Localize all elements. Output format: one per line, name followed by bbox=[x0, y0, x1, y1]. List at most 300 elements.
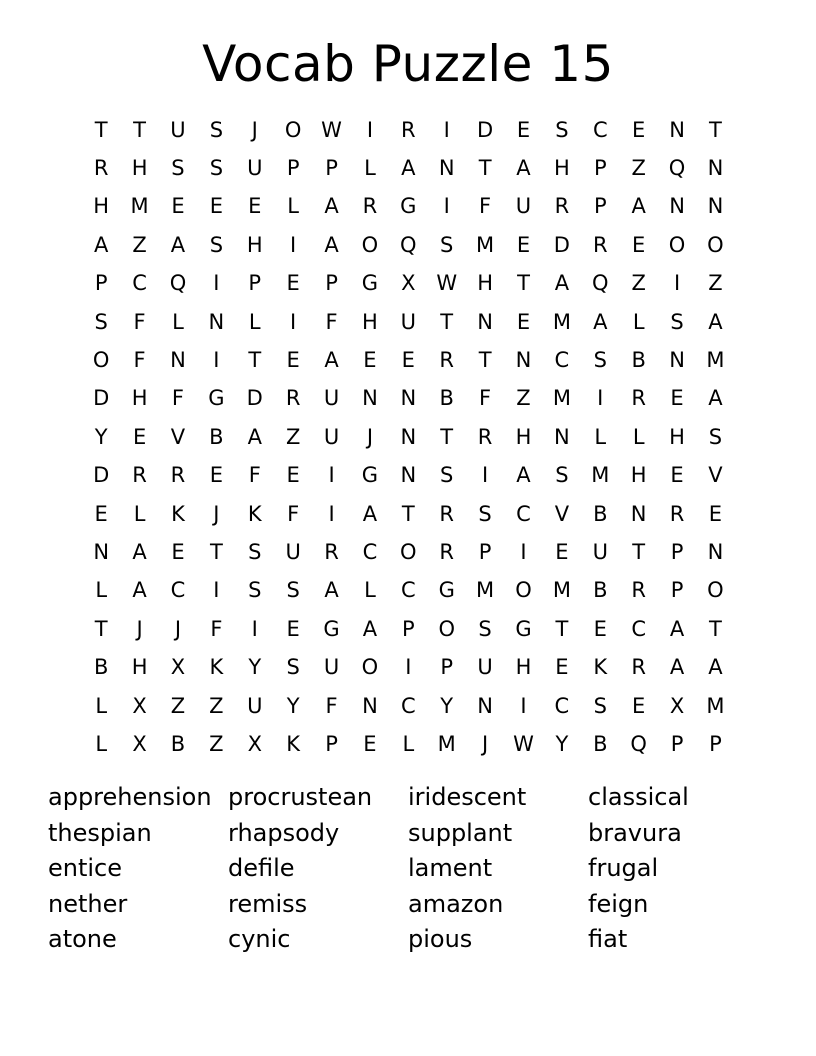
grid-letter: E bbox=[209, 194, 223, 219]
grid-letter: F bbox=[171, 386, 185, 411]
grid-letter: G bbox=[208, 386, 225, 411]
grid-letter: C bbox=[554, 693, 570, 718]
grid-letter: D bbox=[477, 117, 494, 142]
grid-letter: C bbox=[516, 501, 531, 526]
grid-letter: C bbox=[554, 348, 570, 373]
grid-letter: Q bbox=[668, 156, 686, 181]
grid-letter: S bbox=[209, 232, 224, 257]
grid-letter: M bbox=[552, 309, 571, 334]
grid-letter: E bbox=[516, 309, 531, 334]
word-list-item: remiss bbox=[228, 889, 308, 918]
grid-letter: Q bbox=[592, 271, 609, 296]
grid-letter: E bbox=[632, 232, 646, 257]
grid-letter: O bbox=[361, 232, 379, 257]
grid-letter: E bbox=[708, 501, 723, 526]
grid-letter: P bbox=[325, 156, 338, 181]
grid-letter: M bbox=[130, 194, 149, 219]
grid-letter: L bbox=[287, 194, 299, 219]
grid-letter: A bbox=[669, 616, 685, 641]
grid-letter: A bbox=[132, 539, 147, 564]
grid-letter: R bbox=[362, 194, 378, 219]
grid-letter: P bbox=[670, 578, 684, 603]
grid-letter: J bbox=[482, 731, 489, 756]
grid-letter: N bbox=[93, 539, 110, 564]
grid-letter: R bbox=[285, 386, 301, 411]
grid-letter: T bbox=[709, 117, 722, 142]
grid-letter: H bbox=[131, 386, 148, 411]
grid-letter: H bbox=[553, 156, 570, 181]
grid-letter: A bbox=[170, 232, 186, 257]
grid-letter: E bbox=[171, 539, 185, 564]
grid-letter: H bbox=[131, 156, 148, 181]
grid-letter: R bbox=[401, 117, 416, 142]
grid-letter: I bbox=[213, 271, 220, 296]
grid-letter: M bbox=[591, 463, 610, 488]
grid-letter: D bbox=[93, 386, 110, 411]
grid-letter: N bbox=[362, 693, 378, 718]
grid-letter: S bbox=[286, 578, 300, 603]
grid-letter: X bbox=[132, 693, 147, 718]
word-list-item: feign bbox=[588, 889, 649, 918]
grid-letter: M bbox=[437, 731, 456, 756]
grid-letter: L bbox=[95, 693, 108, 718]
grid-letter: U bbox=[400, 309, 416, 334]
grid-letter: N bbox=[400, 386, 417, 411]
grid-letter: M bbox=[552, 386, 571, 411]
grid-letter: C bbox=[132, 271, 147, 296]
grid-letter: U bbox=[285, 539, 301, 564]
grid-letter: A bbox=[324, 232, 339, 257]
grid-letter: I bbox=[673, 271, 681, 296]
grid-letter: E bbox=[593, 616, 607, 641]
grid-letter: X bbox=[132, 731, 147, 756]
grid-letter: B bbox=[170, 731, 186, 756]
grid-letter: I bbox=[405, 655, 412, 680]
grid-letter: U bbox=[247, 156, 263, 181]
grid-letter: N bbox=[707, 194, 724, 219]
grid-letter: S bbox=[171, 156, 185, 181]
grid-letter: H bbox=[515, 655, 532, 680]
grid-letter: Q bbox=[630, 731, 647, 756]
grid-letter: K bbox=[286, 731, 301, 756]
word-list-item: cynic bbox=[228, 925, 291, 953]
grid-letter: E bbox=[401, 348, 415, 373]
grid-letter: R bbox=[170, 463, 186, 488]
grid-letter: A bbox=[708, 309, 723, 334]
grid-letter: T bbox=[555, 616, 569, 641]
grid-letter: P bbox=[440, 655, 454, 680]
grid-letter: T bbox=[709, 616, 722, 641]
grid-letter: E bbox=[94, 501, 108, 526]
grid-letter: P bbox=[401, 616, 415, 641]
grid-letter: J bbox=[366, 424, 374, 449]
grid-letter: T bbox=[94, 616, 108, 641]
grid-letter: D bbox=[93, 463, 110, 488]
page-title: Vocab Puzzle 15 bbox=[202, 35, 614, 93]
grid-letter: Y bbox=[440, 693, 454, 718]
grid-letter: F bbox=[287, 501, 300, 526]
grid-letter: Z bbox=[209, 731, 224, 756]
grid-letter: S bbox=[708, 424, 723, 449]
grid-letter: N bbox=[707, 156, 724, 181]
grid-letter: K bbox=[209, 655, 224, 680]
grid-letter: Y bbox=[555, 731, 569, 756]
grid-letter: G bbox=[400, 194, 417, 219]
grid-letter: S bbox=[555, 463, 569, 488]
grid-letter: S bbox=[593, 693, 607, 718]
grid-letter: I bbox=[520, 539, 527, 564]
grid-letter: L bbox=[364, 156, 376, 181]
grid-letter: A bbox=[401, 156, 416, 181]
grid-letter: E bbox=[171, 194, 185, 219]
grid-letter: R bbox=[669, 501, 685, 526]
grid-letter: O bbox=[92, 348, 110, 373]
grid-letter: O bbox=[284, 117, 302, 142]
grid-letter: Q bbox=[169, 271, 187, 296]
grid-letter: N bbox=[362, 386, 378, 411]
grid-letter: I bbox=[328, 501, 335, 526]
grid-letter: L bbox=[172, 309, 184, 334]
grid-letter: Y bbox=[248, 655, 262, 680]
grid-letter: I bbox=[328, 463, 335, 488]
grid-letter: L bbox=[632, 424, 645, 449]
grid-letter: Z bbox=[708, 271, 723, 296]
word-list-item: supplant bbox=[408, 818, 513, 847]
grid-letter: A bbox=[516, 463, 531, 488]
grid-letter: I bbox=[482, 463, 489, 488]
grid-letter: X bbox=[247, 731, 262, 756]
grid-letter: Z bbox=[516, 386, 531, 411]
grid-letter: D bbox=[246, 386, 263, 411]
grid-letter: E bbox=[632, 693, 646, 718]
grid-letter: A bbox=[708, 655, 723, 680]
grid-letter: S bbox=[440, 232, 454, 257]
grid-letter: A bbox=[631, 194, 646, 219]
grid-letter: E bbox=[670, 463, 684, 488]
grid-letter: P bbox=[478, 539, 492, 564]
grid-letter: P bbox=[286, 156, 300, 181]
grid-letter: T bbox=[133, 117, 146, 142]
grid-letter: Y bbox=[94, 424, 108, 449]
word-list-item: nether bbox=[48, 889, 128, 918]
word-list-item: apprehension bbox=[48, 783, 212, 811]
grid-letter: T bbox=[401, 501, 415, 526]
grid-letter: H bbox=[131, 655, 148, 680]
grid-letter: N bbox=[400, 424, 417, 449]
word-list-item: amazon bbox=[408, 889, 504, 918]
grid-letter: L bbox=[248, 309, 261, 334]
grid-letter: Z bbox=[209, 693, 224, 718]
grid-letter: P bbox=[248, 271, 262, 296]
grid-letter: T bbox=[248, 348, 262, 373]
grid-letter: E bbox=[248, 194, 262, 219]
grid-letter: J bbox=[251, 117, 258, 142]
grid-letter: A bbox=[324, 194, 339, 219]
grid-letter: B bbox=[439, 386, 454, 411]
grid-letter: R bbox=[132, 463, 147, 488]
grid-letter: W bbox=[436, 271, 458, 296]
grid-letter: N bbox=[208, 309, 225, 334]
grid-letter: A bbox=[362, 616, 378, 641]
grid-letter: S bbox=[209, 156, 224, 181]
grid-letter: I bbox=[366, 117, 374, 142]
word-list-item: atone bbox=[48, 925, 117, 953]
grid-letter: A bbox=[94, 232, 109, 257]
grid-letter: C bbox=[592, 117, 608, 142]
grid-letter: U bbox=[323, 655, 340, 680]
grid-letter: E bbox=[286, 348, 300, 373]
word-list-item: procrustean bbox=[228, 783, 373, 811]
grid-letter: N bbox=[515, 348, 532, 373]
grid-letter: Z bbox=[631, 271, 646, 296]
grid-letter: B bbox=[631, 348, 646, 373]
grid-letter: A bbox=[593, 309, 608, 334]
grid-letter: M bbox=[706, 348, 725, 373]
grid-letter: J bbox=[136, 616, 143, 641]
grid-letter: S bbox=[555, 117, 569, 142]
grid-letter: U bbox=[247, 693, 263, 718]
grid-letter: R bbox=[631, 578, 646, 603]
grid-letter: C bbox=[400, 578, 416, 603]
grid-letter: R bbox=[631, 655, 646, 680]
grid-letter: J bbox=[174, 616, 182, 641]
grid-letter: L bbox=[133, 501, 146, 526]
grid-letter: U bbox=[170, 117, 186, 142]
grid-letter: N bbox=[669, 117, 685, 142]
grid-letter: S bbox=[209, 117, 224, 142]
grid-letter: P bbox=[709, 731, 722, 756]
grid-letter: E bbox=[209, 463, 223, 488]
grid-letter: G bbox=[361, 463, 379, 488]
grid-letter: A bbox=[324, 578, 339, 603]
grid-letter: B bbox=[593, 501, 608, 526]
grid-letter: P bbox=[325, 271, 338, 296]
grid-letter: S bbox=[248, 578, 262, 603]
grid-letter: S bbox=[286, 655, 300, 680]
word-list-item: entice bbox=[48, 854, 123, 882]
grid-letter: R bbox=[324, 539, 339, 564]
grid-letter: U bbox=[515, 194, 532, 219]
grid-letter: R bbox=[631, 386, 646, 411]
grid-letter: S bbox=[94, 309, 108, 334]
word-list-item: lament bbox=[408, 854, 493, 882]
grid-letter: S bbox=[593, 348, 607, 373]
grid-letter: O bbox=[668, 232, 686, 257]
word-list-item: defile bbox=[228, 854, 295, 882]
grid-letter: K bbox=[247, 501, 262, 526]
grid-letter: Z bbox=[170, 693, 186, 718]
grid-letter: I bbox=[443, 194, 450, 219]
grid-letter: E bbox=[516, 117, 531, 142]
grid-letter: R bbox=[477, 424, 493, 449]
grid-letter: N bbox=[477, 693, 493, 718]
grid-letter: O bbox=[707, 232, 724, 257]
grid-letter: R bbox=[554, 194, 570, 219]
grid-letter: L bbox=[95, 731, 108, 756]
word-list-item: fiat bbox=[588, 925, 628, 953]
word-list-item: thespian bbox=[48, 818, 152, 847]
grid-letter: A bbox=[324, 348, 339, 373]
word-list-item: iridescent bbox=[408, 783, 527, 811]
grid-letter: Z bbox=[132, 232, 147, 257]
grid-letter: C bbox=[170, 578, 186, 603]
grid-letter: N bbox=[630, 501, 647, 526]
grid-letter: U bbox=[592, 539, 608, 564]
grid-letter: N bbox=[707, 539, 724, 564]
grid-letter: L bbox=[95, 578, 108, 603]
grid-letter: E bbox=[555, 655, 569, 680]
grid-letter: F bbox=[133, 348, 146, 373]
grid-letter: I bbox=[443, 117, 450, 142]
grid-letter: T bbox=[94, 117, 108, 142]
grid-letter: V bbox=[554, 501, 570, 526]
grid-letter: K bbox=[593, 655, 608, 680]
grid-letter: D bbox=[553, 232, 570, 257]
grid-letter: I bbox=[520, 693, 527, 718]
grid-letter: N bbox=[438, 156, 455, 181]
grid-letter: E bbox=[286, 271, 300, 296]
grid-letter: N bbox=[170, 348, 186, 373]
grid-letter: P bbox=[670, 731, 684, 756]
grid-letter: I bbox=[597, 386, 604, 411]
word-list-item: pious bbox=[408, 925, 473, 953]
grid-letter: H bbox=[630, 463, 647, 488]
grid-letter: B bbox=[93, 655, 109, 680]
grid-letter: H bbox=[477, 271, 493, 296]
grid-letter: R bbox=[439, 539, 454, 564]
grid-letter: E bbox=[516, 232, 531, 257]
grid-letter: N bbox=[477, 309, 493, 334]
word-list-item: bravura bbox=[588, 818, 682, 847]
grid-letter: P bbox=[94, 271, 108, 296]
grid-letter: S bbox=[478, 501, 492, 526]
grid-letter: P bbox=[593, 194, 607, 219]
grid-letter: Y bbox=[286, 693, 300, 718]
grid-letter: X bbox=[669, 693, 685, 718]
grid-letter: M bbox=[476, 232, 495, 257]
grid-letter: A bbox=[247, 424, 262, 449]
grid-letter: H bbox=[515, 424, 532, 449]
grid-letter: M bbox=[476, 578, 495, 603]
grid-letter: I bbox=[213, 578, 220, 603]
grid-letter: M bbox=[706, 693, 725, 718]
grid-letter: I bbox=[290, 232, 297, 257]
grid-letter: A bbox=[554, 271, 570, 296]
grid-letter: E bbox=[286, 463, 300, 488]
grid-letter: O bbox=[707, 578, 724, 603]
grid-letter: Z bbox=[631, 156, 646, 181]
grid-letter: I bbox=[213, 348, 220, 373]
grid-letter: Q bbox=[400, 232, 417, 257]
grid-letter: L bbox=[632, 309, 645, 334]
grid-letter: E bbox=[132, 424, 147, 449]
grid-letter: V bbox=[708, 463, 723, 488]
word-list-item: frugal bbox=[588, 854, 659, 882]
grid-letter: E bbox=[363, 348, 377, 373]
grid-letter: W bbox=[513, 731, 534, 756]
grid-letter: H bbox=[93, 194, 110, 219]
grid-letter: I bbox=[251, 616, 258, 641]
grid-letter: F bbox=[325, 693, 338, 718]
grid-letter: F bbox=[133, 309, 146, 334]
grid-letter: U bbox=[323, 424, 340, 449]
grid-letter: C bbox=[631, 616, 646, 641]
grid-letter: L bbox=[594, 424, 607, 449]
grid-letter: F bbox=[325, 309, 338, 334]
grid-letter: P bbox=[670, 539, 684, 564]
grid-letter: E bbox=[286, 616, 300, 641]
grid-letter: N bbox=[669, 194, 685, 219]
grid-letter: T bbox=[478, 348, 492, 373]
grid-letter: T bbox=[517, 271, 530, 296]
grid-letter: S bbox=[440, 463, 454, 488]
grid-letter: R bbox=[439, 501, 454, 526]
grid-letter: F bbox=[210, 616, 223, 641]
grid-letter: S bbox=[670, 309, 684, 334]
grid-letter: B bbox=[593, 731, 608, 756]
grid-letter: M bbox=[552, 578, 571, 603]
grid-letter: E bbox=[363, 731, 377, 756]
grid-letter: E bbox=[555, 539, 569, 564]
grid-letter: N bbox=[669, 348, 685, 373]
grid-letter: I bbox=[290, 309, 297, 334]
grid-letter: H bbox=[669, 424, 685, 449]
grid-letter: F bbox=[248, 463, 261, 488]
grid-letter: B bbox=[593, 578, 608, 603]
grid-letter: H bbox=[362, 309, 378, 334]
grid-letter: A bbox=[132, 578, 147, 603]
grid-letter: P bbox=[325, 731, 338, 756]
grid-letter: L bbox=[364, 578, 376, 603]
grid-letter: T bbox=[440, 309, 454, 334]
grid-letter: G bbox=[515, 616, 532, 641]
grid-letter: G bbox=[323, 616, 340, 641]
grid-letter: G bbox=[361, 271, 379, 296]
grid-letter: A bbox=[708, 386, 723, 411]
grid-letter: P bbox=[593, 156, 607, 181]
grid-letter: R bbox=[93, 156, 109, 181]
word-list-item: classical bbox=[588, 783, 689, 811]
grid-letter: X bbox=[170, 655, 186, 680]
word-list bbox=[48, 780, 768, 958]
grid-letter: T bbox=[440, 424, 454, 449]
grid-letter: Z bbox=[285, 424, 301, 449]
grid-letter: O bbox=[400, 539, 417, 564]
grid-letter: U bbox=[323, 386, 340, 411]
grid-letter: S bbox=[248, 539, 262, 564]
grid-letter: R bbox=[439, 348, 454, 373]
grid-letter: T bbox=[209, 539, 223, 564]
grid-letter: N bbox=[400, 463, 417, 488]
grid-letter: H bbox=[246, 232, 263, 257]
word-list-item: rhapsody bbox=[228, 818, 340, 847]
grid-letter: E bbox=[632, 117, 646, 142]
grid-letter: W bbox=[321, 117, 342, 142]
grid-letter: O bbox=[361, 655, 379, 680]
grid-letter: A bbox=[516, 156, 531, 181]
grid-letter: B bbox=[209, 424, 224, 449]
grid-letter: X bbox=[401, 271, 416, 296]
grid-letter: T bbox=[632, 539, 646, 564]
grid-letter: V bbox=[170, 424, 186, 449]
grid-letter: U bbox=[477, 655, 493, 680]
grid-letter: C bbox=[400, 693, 416, 718]
grid-letter: S bbox=[478, 616, 492, 641]
grid-letter: L bbox=[402, 731, 415, 756]
grid-letter: J bbox=[213, 501, 220, 526]
grid-letter: A bbox=[669, 655, 685, 680]
grid-letter: G bbox=[438, 578, 455, 603]
